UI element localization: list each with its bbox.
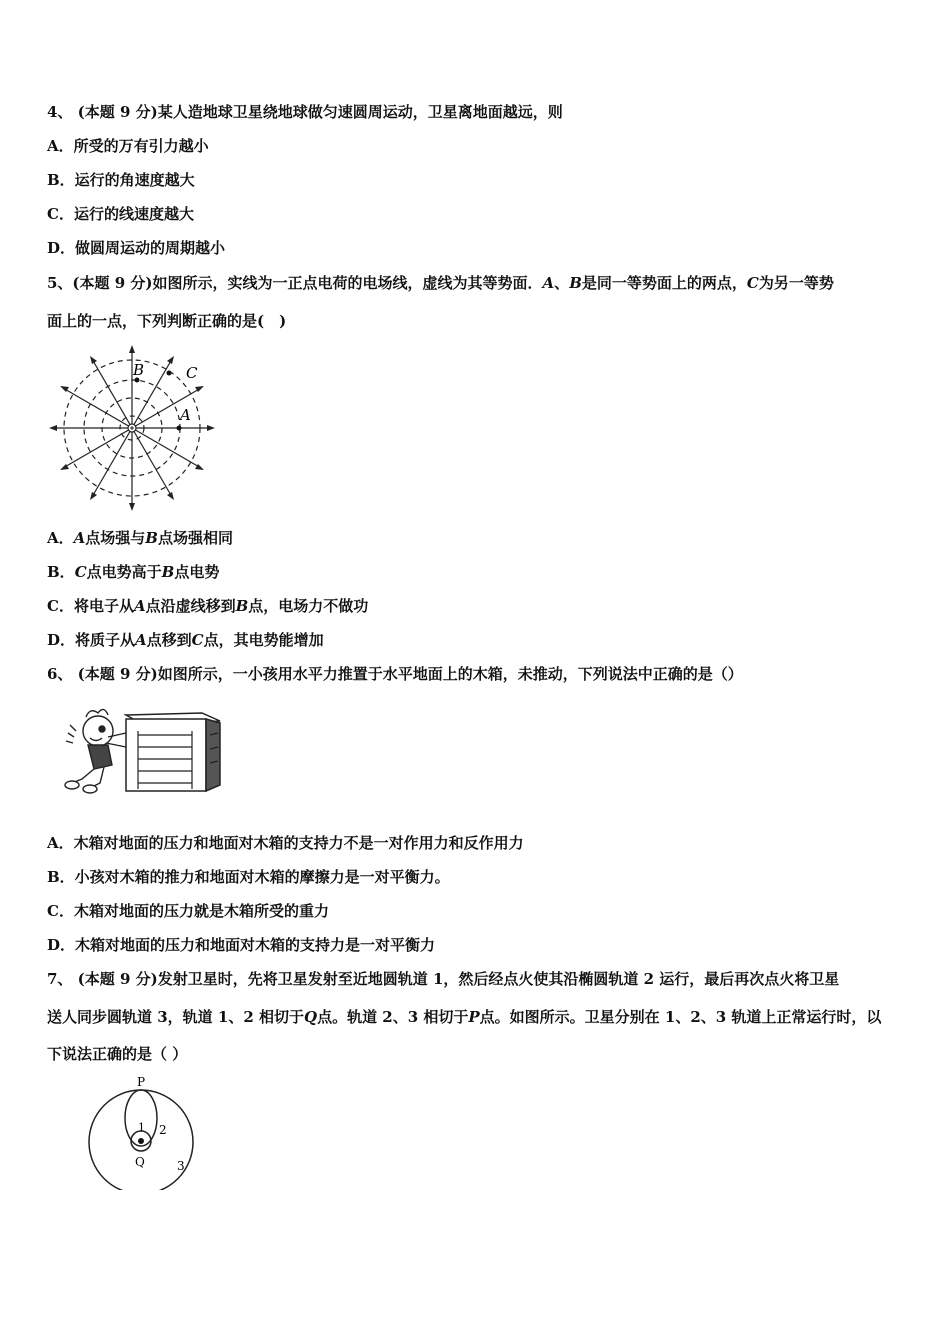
- q4-option-a: A．所受的万有引力越小: [47, 137, 209, 155]
- q5-option-d: D．将质子从A点移到C点，其电势能增加: [47, 631, 324, 649]
- q6-option-b: B．小孩对木箱的推力和地面对木箱的摩擦力是一对平衡力。: [47, 868, 450, 886]
- q7-stem-line3: 下说法正确的是（ ）: [47, 1045, 188, 1063]
- wooden-box: [126, 713, 220, 791]
- q5-stem-line2: 面上的一点，下列判断正确的是( ): [47, 312, 287, 330]
- label-orbit-1: 1: [138, 1121, 145, 1134]
- q4-option-b: B．运行的角速度越大: [47, 171, 195, 189]
- q4-stem: 4、 (本题 9 分)某人造地球卫星绕地球做匀速圆周运动，卫星离地面越远，则: [47, 103, 563, 121]
- q5-stem-c: 为另一等势: [758, 274, 834, 292]
- q5-stem-line1: [47, 273, 834, 293]
- q4-option-d: D．做圆周运动的周期越小: [47, 239, 226, 257]
- point-c-dot: [167, 371, 172, 376]
- q4-option-c: C．运行的线速度越大: [47, 205, 194, 223]
- q5-option-c: C．将电子从A点沿虚线移到B点，电场力不做功: [47, 597, 369, 615]
- q5-electric-field-figure: [45, 342, 220, 514]
- point-a-dot: [177, 426, 182, 431]
- q6-option-a: A．木箱对地面的压力和地面对木箱的支持力不是一对作用力和反作用力: [47, 834, 524, 852]
- child: [65, 709, 126, 793]
- q5-option-b: B．C点电势高于B点电势: [47, 563, 220, 581]
- label-q: Q: [135, 1155, 145, 1169]
- q5-point-a: A: [542, 274, 555, 292]
- q5-option-a: A．A点场强与B点场强相同: [47, 529, 233, 547]
- label-a: A: [180, 406, 191, 424]
- q7-orbit-figure: [85, 1072, 201, 1190]
- q6-option-c: C．木箱对地面的压力就是木箱所受的重力: [47, 902, 329, 920]
- q5-stem-b: 是同一等势面上的两点，: [581, 274, 747, 292]
- q6-child-pushing-box-figure: [64, 703, 224, 795]
- q7-stem-line1: 7、 (本题 9 分)发射卫星时，先将卫星发射至近地圆轨道 1，然后经点火使其沿椭圆轨道 2 运行，最后再次点火将卫星: [47, 970, 840, 988]
- label-b: B: [133, 361, 145, 379]
- q5-sep: 、: [554, 274, 570, 292]
- orbit-2: [125, 1090, 157, 1146]
- earth: [138, 1138, 144, 1144]
- label-orbit-2: 2: [159, 1123, 167, 1137]
- q6-stem: 6、 (本题 9 分)如图所示，一小孩用水平力推置于水平地面上的木箱，未推动，下列说法中正确的是（）: [47, 665, 743, 683]
- label-p: P: [137, 1075, 146, 1089]
- q7-point-q: Q: [303, 1008, 318, 1026]
- q5-point-c: C: [746, 274, 759, 292]
- q6-option-d: D．木箱对地面的压力和地面对木箱的支持力是一对平衡力: [47, 936, 436, 954]
- q7-point-p: P: [468, 1008, 480, 1026]
- label-orbit-3: 3: [177, 1159, 185, 1173]
- label-c: C: [186, 364, 198, 382]
- q5-point-b: B: [569, 274, 582, 292]
- q5-stem-a: 5、(本题 9 分)如图所示，实线为一正点电荷的电场线，虚线为其等势面．: [47, 274, 543, 292]
- q7-stem-line2: 送人同步圆轨道 3，轨道 1、2 相切于Q点。轨道 2、3 相切于P点。如图所示。卫星分别在 1、2、3 轨道上正常运行时，以: [47, 1008, 882, 1026]
